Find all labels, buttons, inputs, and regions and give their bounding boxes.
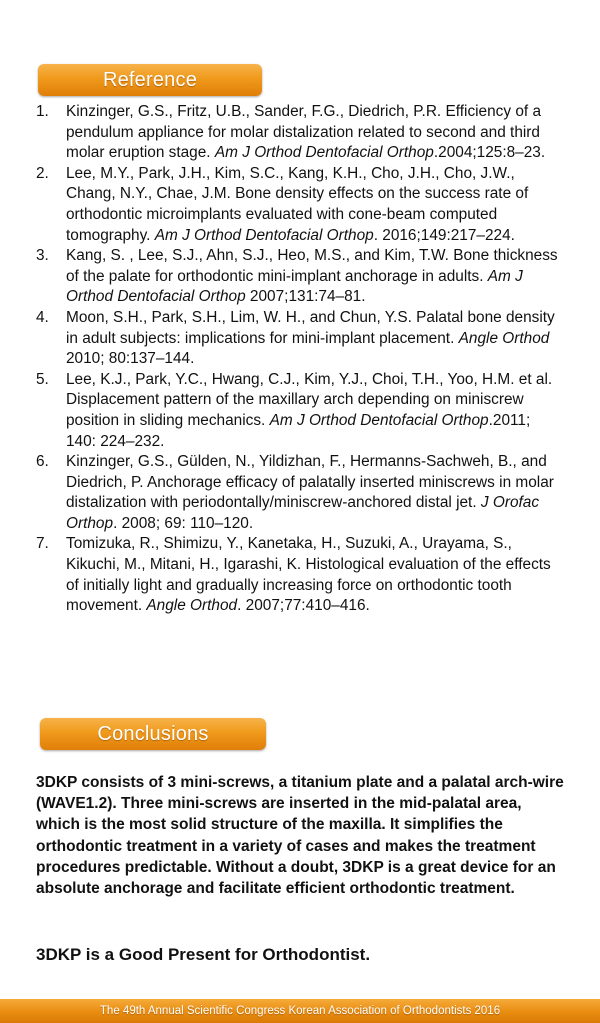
reference-journal: Am J Orthod Dentofacial Orthop	[66, 267, 523, 306]
reference-citation: .2011; 140: 224–232.	[66, 411, 531, 450]
reference-journal: Am J Orthod Dentofacial Orthop	[269, 411, 489, 429]
reference-text: Moon, S.H., Park, S.H., Lim, W. H., and Chun, Y.S. Palatal bone density in adult subjects: implications for mini-implant placement.	[66, 308, 555, 347]
reference-number: 6.	[36, 453, 49, 471]
reference-journal: J Orofac Orthop	[66, 494, 540, 532]
reference-item	[36, 452, 558, 534]
reference-number: 3.	[36, 247, 49, 265]
reference-citation: . 2016;149:217–224.	[373, 226, 515, 244]
conclusions-text: 3DKP consists of 3 mini-screws, a titanium plate and a palatal arch-wire (WAVE1.2). Three mini-screws are inserted in the mid-palatal area, which is the most solid structure of the maxilla. It simplifies the orthodontic treatment in a variety of cases and makes the treatment procedures predictable. Without a doubt, 3DKP is a great device for an absolute anchorage and facilitate efficient orthodontic treatment.	[36, 774, 564, 898]
reference-citation: . 2007;77:410–416.	[237, 597, 370, 615]
reference-item	[36, 102, 558, 164]
reference-text: Lee, M.Y., Park, J.H., Kim, S.C., Kang, K.H., Cho, J.H., Cho, J.W., Chang, N.Y., Chae, J.M. Bone density effects on the success rate of orthodontic microimplants evaluated with cone-beam computed tomography.	[66, 164, 529, 244]
reference-citation: 2007;131:74–81.	[245, 288, 366, 306]
reference-number: 5.	[36, 370, 49, 388]
reference-number: 1.	[36, 103, 49, 120]
reference-item	[36, 534, 558, 616]
reference-citation: . 2008; 69: 110–120.	[113, 514, 254, 532]
reference-list	[36, 102, 558, 617]
reference-text: Lee, K.J., Park, Y.C., Hwang, C.J., Kim, Y.J., Choi, T.H., Yoo, H.M. et al. Displacement pattern of the maxillary arch depending on miniscrew position in sliding mechanics.	[66, 370, 553, 429]
reference-text: Kinzinger, G.S., Fritz, U.B., Sander, F.G., Diedrich, P.R. Efficiency of a pendulum appliance for molar distalization related to second and third molar eruption stage.	[66, 103, 542, 162]
reference-header: Reference	[38, 64, 262, 96]
reference-journal: Angle Orthod	[458, 329, 550, 347]
reference-journal: Am J Orthod Dentofacial Orthop	[154, 226, 374, 244]
reference-item	[36, 308, 558, 370]
reference-journal: Am J Orthod Dentofacial Orthop	[214, 144, 434, 162]
reference-text: Tomizuka, R., Shimizu, Y., Kanetaka, H., Suzuki, A., Urayama, S., Kikuchi, M., Mitani, H., Igarashi, K. Histological evaluation of the effects of initially light and gradually increasing force on orthodontic tooth movement.	[66, 535, 551, 615]
footer-banner: The 49th Annual Scientific Congress Korean Association of Orthodontists 2016	[0, 999, 600, 1023]
tagline: 3DKP is a Good Present for Orthodontist.	[36, 945, 371, 964]
reference-citation: 2010; 80:137–144.	[66, 350, 195, 368]
reference-text: Kinzinger, G.S., Gülden, N., Yildizhan, F., Hermanns-Sachweh, B., and Diedrich, P. Anchorage efficacy of palatally inserted miniscrews in molar distalization with periodontally/miniscrew-anchored distal jet.	[66, 453, 554, 512]
reference-citation: .2004;125:8–23.	[433, 144, 546, 162]
reference-number: 7.	[36, 535, 49, 553]
reference-text: Kang, S. , Lee, S.J., Ahn, S.J., Heo, M.S., and Kim, T.W. Bone thickness of the palate for orthodontic mini-implant anchorage in adults.	[66, 247, 558, 285]
reference-number: 2.	[36, 164, 49, 182]
reference-journal: Angle Orthod	[146, 597, 238, 615]
reference-item	[36, 164, 558, 246]
conclusions-header: Conclusions	[40, 718, 266, 750]
reference-item	[36, 370, 558, 452]
reference-number: 4.	[36, 308, 49, 326]
reference-item	[36, 246, 558, 308]
